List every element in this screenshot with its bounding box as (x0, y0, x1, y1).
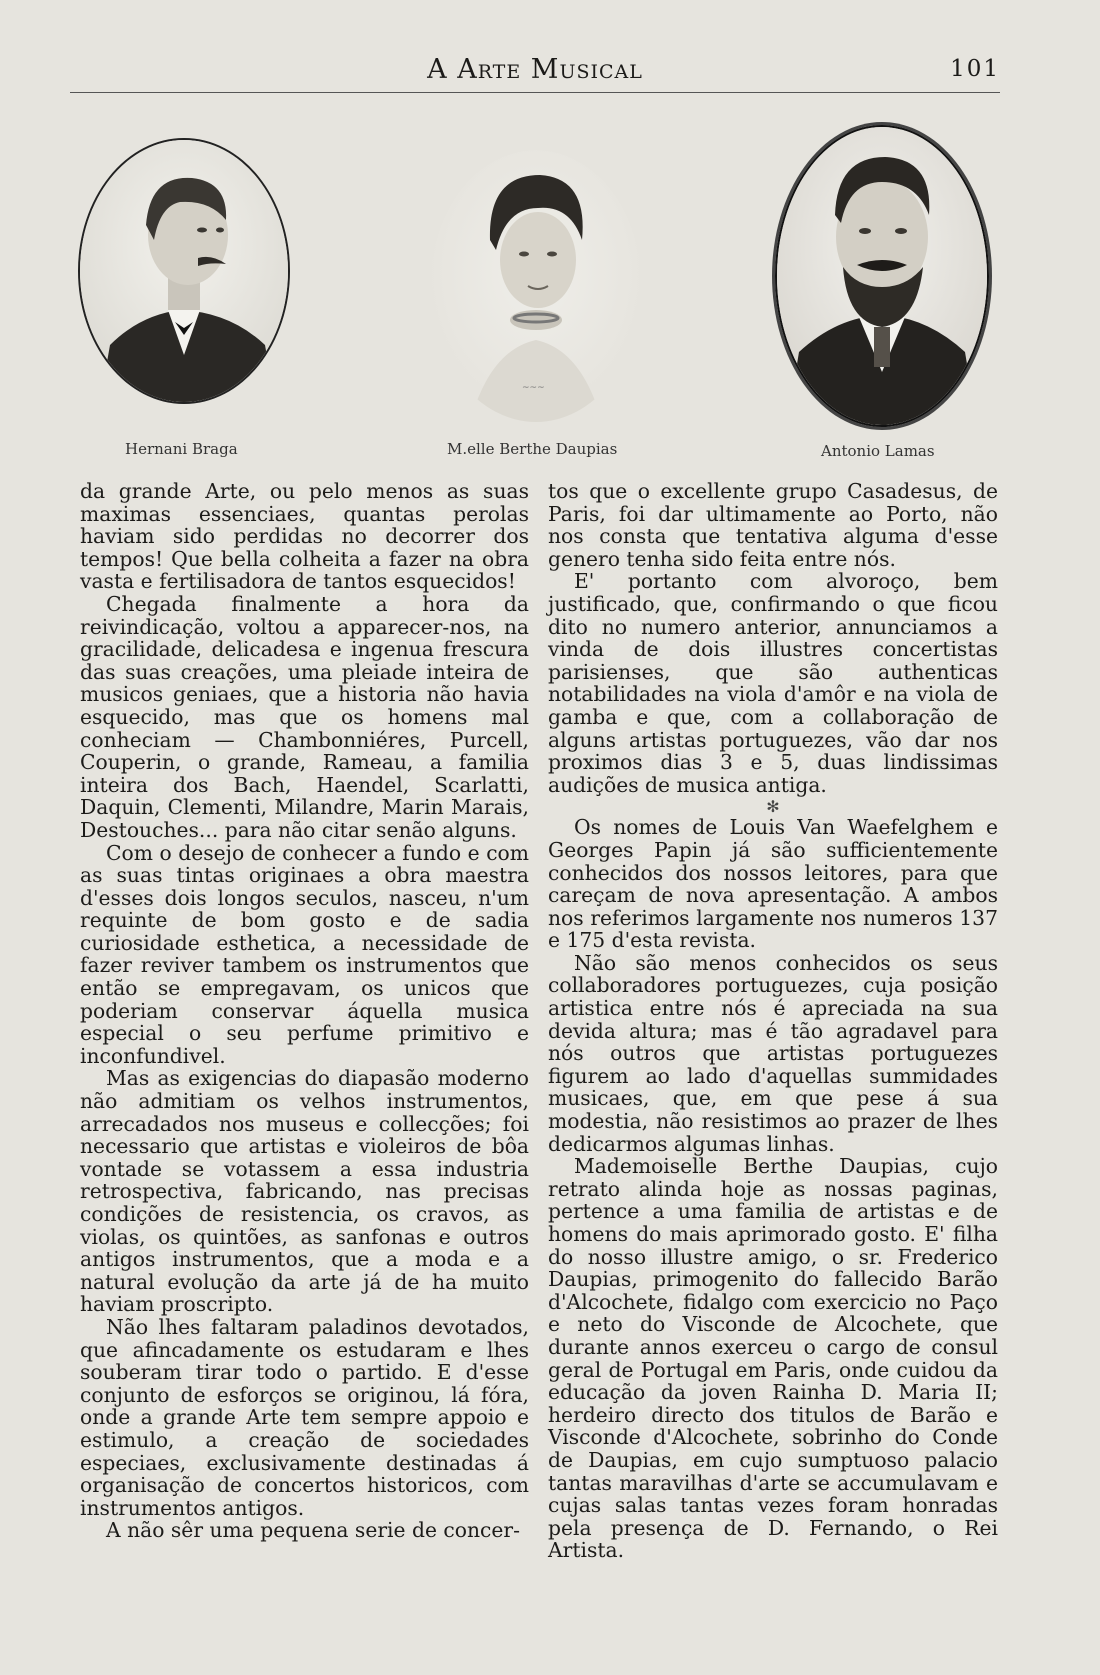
portrait-caption: M.elle Berthe Daupias (447, 440, 618, 458)
portrait-berthe-daupias (430, 150, 642, 422)
article-column-right (548, 480, 998, 1562)
paragraph: E' portanto com alvoroço, bem justificado, que, confirmando o que ficou dito no numero anterior, annunciamos a vinda de dois illustres concertistas parisienses, que são authenticas notabilidades na viola d'amôr e na viola de gamba e que, com a collaboração de alguns artistas portuguezes, vão dar nos proximos dias 3 e 5, duas lindissimas audições de musica antiga. (548, 569, 998, 797)
running-header (70, 48, 1000, 93)
paragraph: A não sêr uma pequena serie de concer- (106, 1518, 520, 1543)
paragraph: Os nomes de Louis Van Waefelghem e Georges Papin já são sufficientemente conhecidos dos nossos leitores, para que careçam de nova apresentação. A ambos nos referimos largamente nos numeros 137 e 175 d'esta revista. (548, 815, 998, 953)
paragraph: da grande Arte, ou pelo menos as suas maximas essenciaes, quantas perolas haviam sido perdidas no decorrer dos tempos! Que bella colheita a fazer na obra vasta e fertilisadora de tantos esquecidos! (80, 479, 529, 594)
magazine-title: A Arte Musical (427, 54, 643, 85)
paragraph: Não lhes faltaram paladinos devotados, que afincadamente os estudaram e lhes souberam tirar todo o partido. E d'esse conjunto de esforços se originou, lá fóra, onde a grande Arte tem sempre appoio e estimulo, a creação de sociedades especiaes, exclusivamente destinadas á organisação de concertos historicos, com instrumentos antigos. (80, 1314, 529, 1520)
portrait-hernani-braga (78, 138, 290, 404)
paragraph: Mademoiselle Berthe Daupias, cujo retrato alinda hoje as nossas paginas, pertence a uma familia de artistas e de homens do mais aprimorado gosto. E' filha do nosso illustre amigo, o sr. Frederico Daupias, primogenito do fallecido Barão d'Alcochete, fidalgo com exercicio no Paço e neto do Visconde de Alcochete, que durante annos exerceu o cargo de consul geral de Portugal em Paris, onde cuidou da educação da joven Rainha D. Maria II; herdeiro directo dos titulos de Barão e Visconde d'Alcochete, sobrinho do Conde de Daupias, em cujo sumptuoso palacio tantas maravilhas d'arte se accumulavam e cujas salas tantas vezes foram honradas pela presença de D. Fernando, o Rei Artista. (548, 1154, 998, 1563)
paragraph: Mas as exigencias do diapasão moderno não admitiam os velhos instrumentos, arrecadados nos museus e collecções; foi necessario que artistas e violeiros de bôa vontade se votassem a essa industria retrospectiva, fabricando, nas precisas condições de resistencia, os cravos, as violas, os quintões, as sanfonas e outros antigos instrumentos, que a moda e a natural evolução da arte já de ha muito haviam proscripto. (80, 1066, 529, 1317)
portrait-caption: Antonio Lamas (821, 442, 935, 460)
paragraph: Com o desejo de conhecer a fundo e com as suas tintas originaes a obra maestra d'esses dois longos seculos, nasceu, n'um requinte de bom gosto e de sadia curiosidade esthetica, a necessidade de fazer reviver tambem os instrumentos que então se empregavam, os unicos que poderiam conservar áquella musica especial o seu perfume primitivo e inconfundivel. (80, 840, 529, 1068)
portrait-antonio-lamas (775, 125, 989, 427)
paragraph: Chegada finalmente a hora da reivindicação, voltou a apparecer-nos, na gracilidade, delicadesa e ingenua frescura das suas creações, uma pleiade inteira de musicos geniaes, que a historia não havia esquecido, mas que os homens mal conheciam — Chambonniéres, Purcell, Couperin, o grande, Rameau, a familia inteira dos Bach, Haendel, Scarlatti, Daquin, Clementi, Milandre, Marin Marais, Destouches... para não citar senão alguns. (80, 591, 529, 842)
portrait-caption: Hernani Braga (125, 440, 238, 458)
paragraph: tos que o excellente grupo Casadesus, de Paris, foi dar ultimamente ao Porto, não nos consta que tentativa alguma d'esse genero tenha sido feita entre nós. (548, 479, 998, 571)
page-number: 101 (950, 56, 1000, 82)
paragraph: Não são menos conhecidos os seus collaboradores portuguezes, cuja posição artistica entre nós é apreciada na sua devida altura; mas é tão agradavel para nós outros que artistas portuguezes figurem ao lado d'aquellas summidades musicaes, que, em que pese á sua modestia, não resistimos ao prazer de lhes dedicarmos algumas linhas. (548, 950, 998, 1156)
section-ornament: ✻ (766, 797, 780, 817)
svg-text:~~~: ~~~ (522, 383, 545, 393)
article-column-left (80, 480, 529, 1542)
